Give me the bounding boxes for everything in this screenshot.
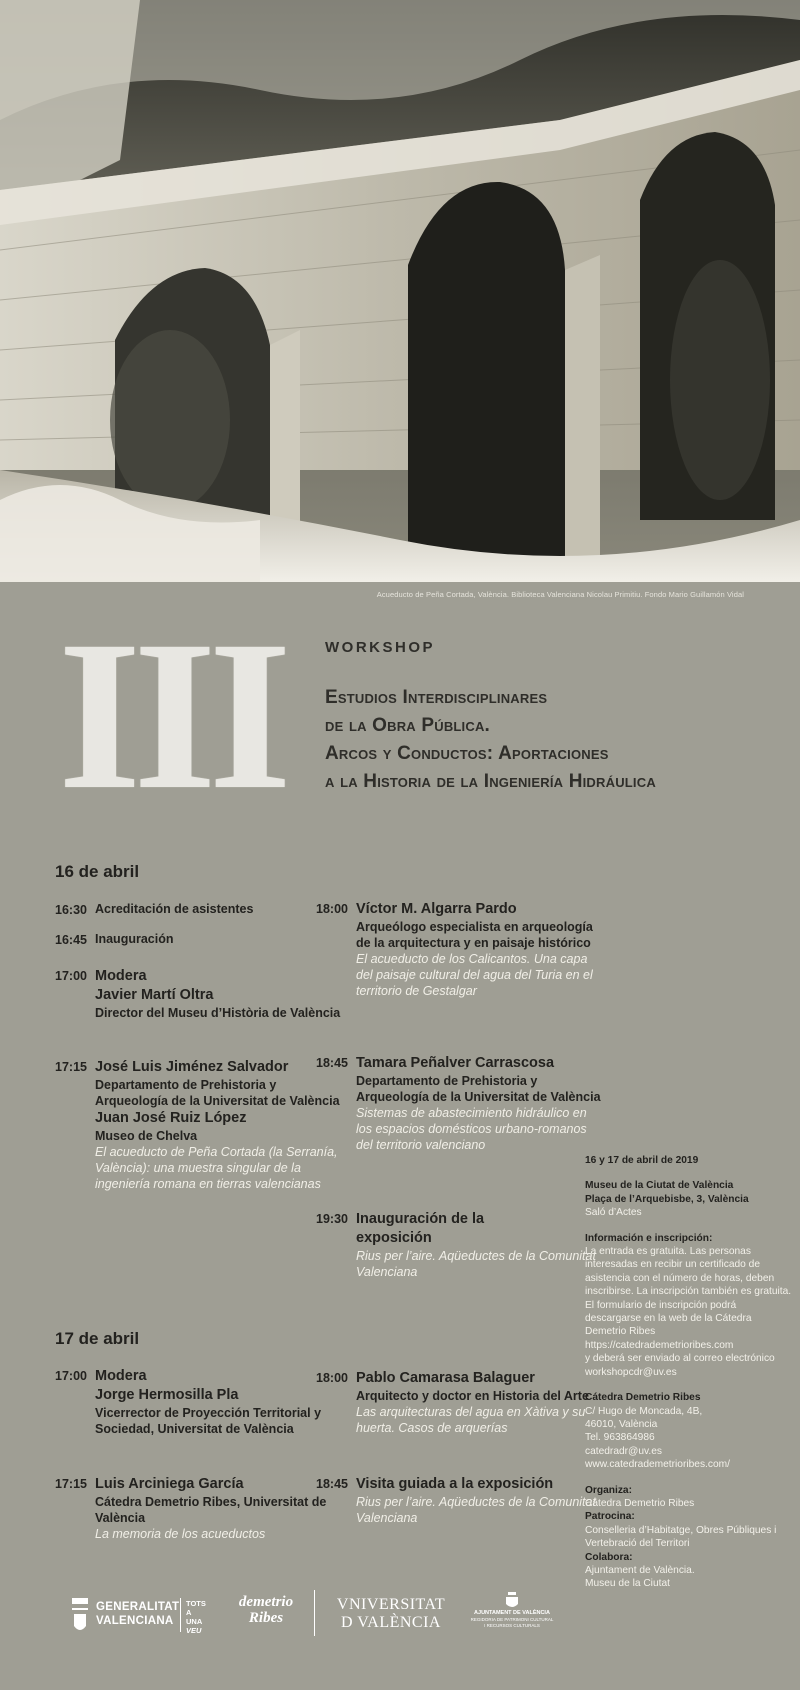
workshop-kicker: WORKSHOP xyxy=(325,639,435,656)
day-1-heading: 16 de abril xyxy=(55,862,140,881)
registration-text-2: y deberá ser enviado al correo electrónico xyxy=(585,1353,775,1365)
registration-email[interactable]: workshopcdr@uv.es xyxy=(585,1366,677,1378)
slot-heading: Modera xyxy=(95,1368,147,1384)
sponsor-title: Patrocina: xyxy=(585,1511,635,1523)
day-2-heading: 17 de abril xyxy=(55,1329,140,1348)
slot-time: 16:45 xyxy=(55,933,87,947)
cdr-address-2: 46010, València xyxy=(585,1418,658,1430)
cdr-email[interactable]: catedradr@uv.es xyxy=(585,1445,662,1457)
program-slot xyxy=(55,931,345,947)
program-slot xyxy=(55,1367,345,1437)
speaker-name: Pablo Camarasa Balaguer xyxy=(356,1370,535,1386)
ajuntament-line-1: AJUNTAMENT DE VALÈNCIA xyxy=(474,1610,550,1616)
talk-title: La memoria de los acueductos xyxy=(95,1527,266,1541)
speaker-name: Víctor M. Algarra Pardo xyxy=(356,901,517,917)
collaborator-text-1: Ajuntament de València. xyxy=(585,1564,695,1576)
slot-time: 17:15 xyxy=(55,1477,87,1491)
event-name: Visita guiada a la exposición xyxy=(356,1476,554,1492)
cdr-contact-block xyxy=(585,1391,795,1471)
speaker-name: Jorge Hermosilla Pla xyxy=(95,1387,239,1403)
slot-time: 18:00 xyxy=(316,902,348,916)
ajuntament-line-2: REGIDORIA DE PATRIMONI CULTURAL xyxy=(470,1617,554,1622)
registration-url[interactable]: https://catedrademetrioribes.com xyxy=(585,1339,734,1351)
ajuntament-logo xyxy=(460,1590,564,1638)
speaker-role: Departamento de Prehistoria y Arqueología de la Universitat de València xyxy=(356,1074,601,1104)
talk-title: Sistemas de abastecimiento hidráulico en los espacios domésticos urbano-romanos del territorio valenciano xyxy=(356,1106,587,1152)
demetrio-ribes-mark: demetrio Ribes xyxy=(238,1594,294,1626)
registration-text: La entrada es gratuita. Las personas interesadas en recibir un certificado de asistencia con el número de horas, deben inscribirse. La inscripción también es gratuita. El formulario de inscripción podrá descargarse en la web de la Cátedra Demetrio Ribes xyxy=(585,1246,792,1338)
slot-time: 19:30 xyxy=(316,1212,348,1226)
speaker-name: José Luis Jiménez Salvador xyxy=(95,1059,289,1075)
program-slot xyxy=(316,1475,606,1526)
title-line-2: de la Obra Pública. xyxy=(325,715,491,736)
cdr-web[interactable]: www.catedrademetrioribes.com/ xyxy=(585,1459,730,1471)
universitat-valencia-logo xyxy=(336,1596,446,1636)
title-line-3: Arcos y Conductos: Aportaciones xyxy=(325,743,609,764)
slot-time: 17:00 xyxy=(55,969,87,983)
speaker-role: Arqueólogo especialista en arqueología de la arquitectura y en paisaje histórico xyxy=(356,920,593,950)
program-slot xyxy=(316,1369,606,1436)
program-slot xyxy=(55,1058,345,1192)
program-slot xyxy=(316,900,606,999)
workshop-title xyxy=(325,684,795,796)
speaker-role: Museo de Chelva xyxy=(95,1129,198,1143)
talk-title: Rius per l’aire. Aqüeductes de la Comunitat Valenciana xyxy=(356,1495,596,1525)
venue-address: Plaça de l’Arquebisbe, 3, València xyxy=(585,1193,749,1205)
collaborator-title: Colabora: xyxy=(585,1551,633,1563)
venue-room: Saló d’Actes xyxy=(585,1207,642,1219)
title-line-1: Estudios Interdisciplinares xyxy=(325,687,548,708)
generalitat-shield-icon xyxy=(70,1596,90,1636)
event-name: Inauguración de la exposición xyxy=(356,1211,485,1246)
cdr-title: Cátedra Demetrio Ribes xyxy=(585,1392,701,1404)
registration-title: Información e inscripción: xyxy=(585,1232,713,1244)
generalitat-line-1: GENERALITAT xyxy=(96,1601,180,1613)
event-dates-block xyxy=(585,1154,795,1167)
slot-time: 16:30 xyxy=(55,903,87,917)
generalitat-tag-3: VEU xyxy=(186,1626,202,1635)
speaker-name: Juan José Ruiz López xyxy=(95,1110,247,1126)
venue-name: Museu de la Ciutat de València xyxy=(585,1180,734,1192)
slot-time: 18:45 xyxy=(316,1056,348,1070)
aqueduct-illustration xyxy=(0,0,800,582)
speaker-role: Arquitecto y doctor en Historia del Arte xyxy=(356,1389,589,1403)
uv-line-1: VNIVERSITAT xyxy=(336,1596,446,1613)
photo-caption: Acueducto de Peña Cortada, València. Biblioteca Valenciana Nicolau Primitiu. Fondo Mario Guillamón Vidal xyxy=(376,590,744,599)
talk-title: El acueducto de los Calicantos. Una capa del paisaje cultural del agua del Turia en el territorio de Gestalgar xyxy=(356,952,593,998)
cdr-address-1: C/ Hugo de Moncada, 4B, xyxy=(585,1405,703,1417)
logo-divider xyxy=(314,1590,315,1636)
slot-time: 18:45 xyxy=(316,1477,348,1491)
speaker-role: Cátedra Demetrio Ribes, Universitat de València xyxy=(95,1495,327,1525)
slot-time: 17:00 xyxy=(55,1369,87,1383)
cdr-phone: Tel. 963864986 xyxy=(585,1432,655,1444)
slot-text: Inauguración xyxy=(95,932,174,946)
speaker-role: Vicerrector de Proyección Territorial y Sociedad, Universitat de València xyxy=(95,1406,322,1436)
speaker-name: Tamara Peñalver Carrascosa xyxy=(356,1055,555,1071)
event-dates: 16 y 17 de abril de 2019 xyxy=(585,1155,699,1166)
venue-block xyxy=(585,1179,795,1219)
generalitat-tag-1: TOTS xyxy=(186,1599,206,1608)
speaker-name: Luis Arciniega García xyxy=(95,1476,244,1492)
registration-block xyxy=(585,1232,795,1379)
program-slot xyxy=(55,1475,345,1542)
sponsor-text: Conselleria d’Habitatge, Obres Públiques i Vertebració del Territori xyxy=(585,1524,777,1550)
slot-time: 17:15 xyxy=(55,1060,87,1074)
generalitat-logo xyxy=(68,1594,208,1640)
ajuntament-line-3: I RECURSOS CULTURALS xyxy=(484,1623,540,1628)
program-slot xyxy=(55,967,345,1021)
demetrio-ribes-logo xyxy=(232,1594,302,1638)
generalitat-tag-2: A UNA xyxy=(186,1608,203,1626)
city-crest-icon xyxy=(502,1590,522,1610)
talk-title: Rius per l’aire. Aqüeductes de la Comunitat Valenciana xyxy=(356,1249,596,1279)
uv-line-2: D VALÈNCIA xyxy=(341,1614,441,1631)
event-info xyxy=(585,1154,795,1591)
program-slot xyxy=(316,1210,606,1280)
program-slot xyxy=(316,1054,606,1153)
slot-time: 18:00 xyxy=(316,1371,348,1385)
roman-numeral-title: III xyxy=(58,597,284,834)
program-slot xyxy=(55,901,345,917)
generalitat-line-2: VALENCIANA xyxy=(96,1615,174,1627)
slot-heading: Modera xyxy=(95,968,147,984)
organizer-title: Organiza: xyxy=(585,1484,632,1496)
collaborator-text-2: Museu de la Ciutat xyxy=(585,1578,670,1590)
sponsor-logos xyxy=(68,1590,768,1650)
slot-text: Acreditación de asistentes xyxy=(95,902,254,916)
speaker-name: Javier Martí Oltra xyxy=(95,987,214,1003)
speaker-role: Director del Museu d’Història de València xyxy=(95,1006,341,1020)
aqueduct-photo xyxy=(0,0,800,582)
talk-title: El acueducto de Peña Cortada (la Serranía, València): una muestra singular de la ingeniería romana en tierras valencianas xyxy=(95,1145,338,1191)
title-line-4: a la Historia de la Ingeniería Hidráulica xyxy=(325,771,656,792)
speaker-role: Departamento de Prehistoria y Arqueología de la Universitat de València xyxy=(95,1078,340,1108)
credits-block xyxy=(585,1484,795,1591)
organizer-text: Cátedra Demetrio Ribes xyxy=(585,1497,695,1509)
talk-title: Las arquitecturas del agua en Xàtiva y su huerta. Casos de arquerías xyxy=(356,1405,586,1435)
